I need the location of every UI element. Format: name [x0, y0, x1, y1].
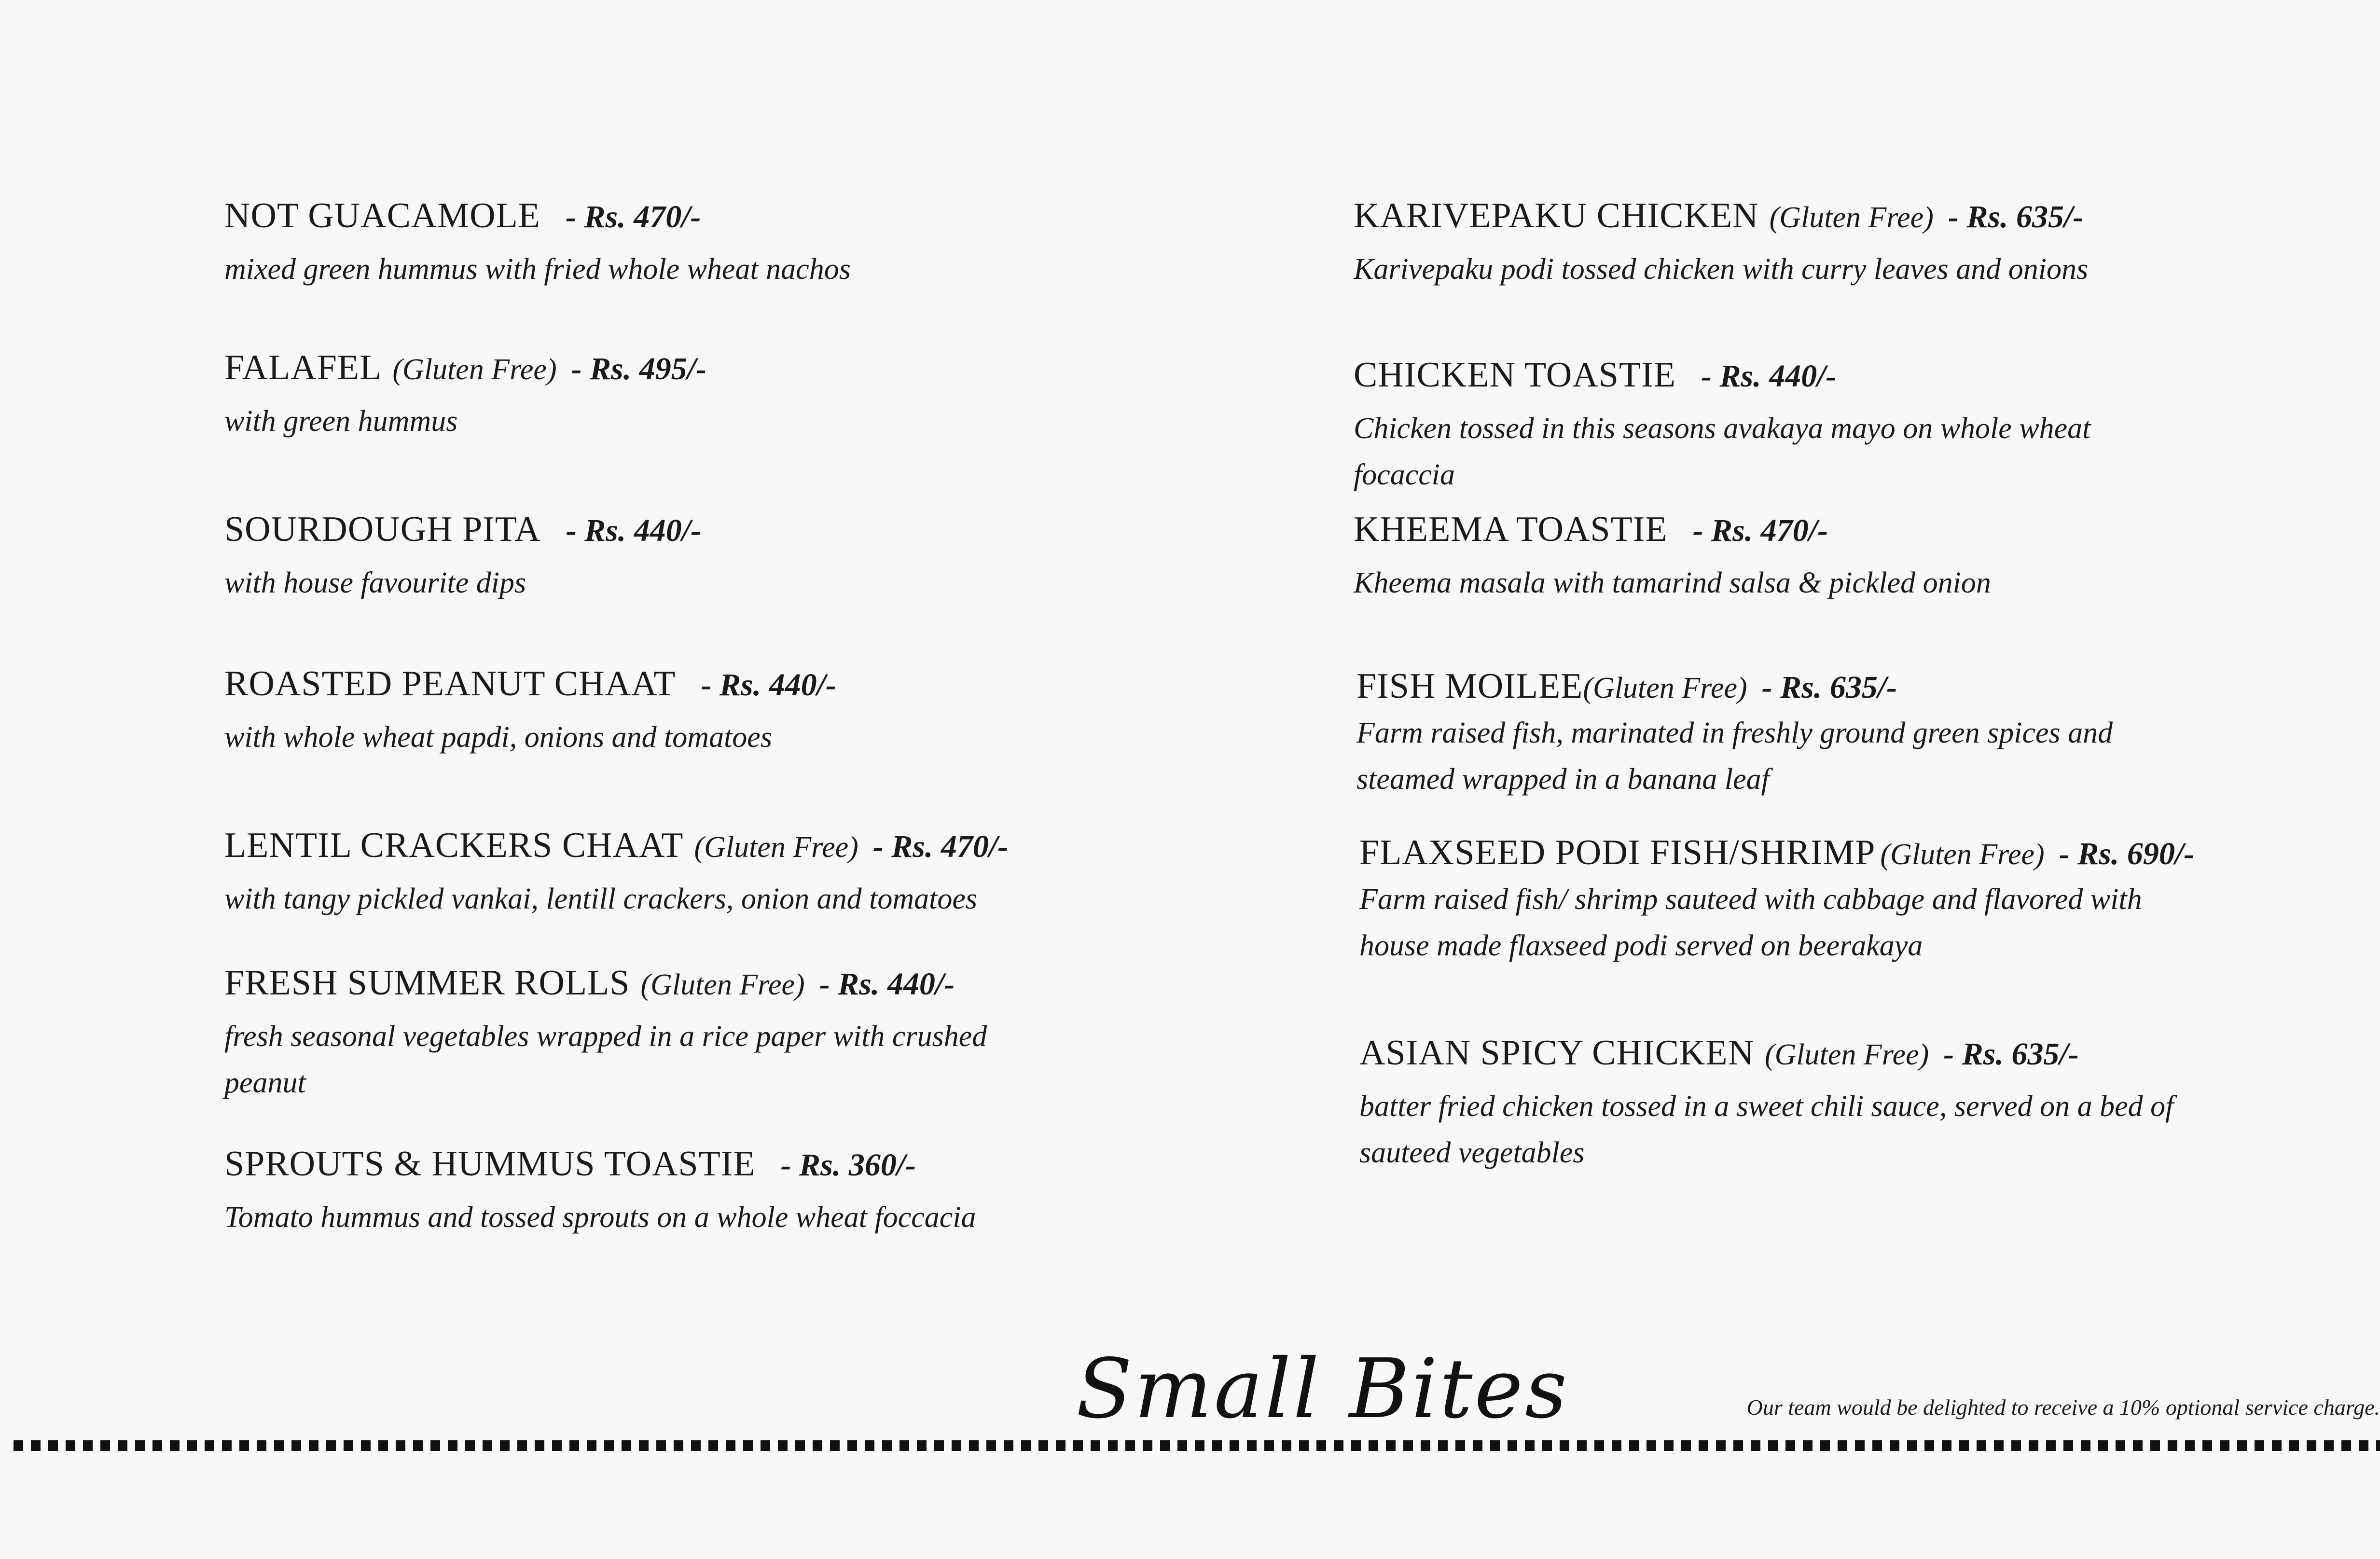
menu-item	[1359, 1035, 2325, 1176]
menu-item	[224, 828, 1286, 922]
menu-item	[1354, 198, 2319, 292]
menu-item-description: Tomato hummus and tossed sprouts on a whole wheat foccacia	[224, 1201, 976, 1234]
menu-item-header	[1354, 511, 2319, 547]
menu-item-header	[224, 666, 1286, 702]
gluten-free-tag: (Gluten Free)	[392, 353, 557, 386]
menu-item-price: - Rs. 635/-	[1948, 199, 2084, 235]
menu-item-header	[1356, 668, 2322, 704]
menu-item-price: - Rs. 440/-	[819, 966, 955, 1002]
menu-item	[224, 511, 1286, 606]
menu-item	[1356, 668, 2322, 802]
menu-item	[224, 350, 1286, 444]
menu-item	[224, 965, 1286, 1106]
menu-item-description: fresh seasonal vegetables wrapped in a rice paper with crushed peanut	[224, 1020, 987, 1099]
menu-item-header	[1354, 198, 2319, 234]
menu-item-price: - Rs. 360/-	[780, 1147, 916, 1183]
menu-item-name: LENTIL CRACKERS CHAAT	[224, 826, 684, 865]
menu-item-description: Chicken tossed in this seasons avakaya mayo on whole wheat focaccia	[1354, 412, 2091, 491]
menu-item	[1354, 357, 2319, 498]
section-title: Small Bites	[1076, 1341, 1569, 1437]
dotted-divider	[14, 1440, 2380, 1451]
menu-item-header	[1354, 357, 2319, 393]
menu-item-description: with green hummus	[224, 405, 458, 438]
menu-item-name: NOT GUACAMOLE	[224, 196, 541, 235]
menu-item-description: mixed green hummus with fried whole wheat nachos	[224, 253, 851, 286]
menu-item	[224, 198, 1286, 292]
menu-item-description: with tangy pickled vankai, lentill crackers, onion and tomatoes	[224, 883, 978, 915]
gluten-free-tag: (Gluten Free)	[1583, 672, 1747, 704]
menu-item-description: batter fried chicken tossed in a sweet chili sauce, served on a bed of sauteed vegetables	[1359, 1090, 2174, 1169]
menu-item-header	[1359, 835, 2325, 870]
menu-item-header	[224, 965, 1286, 1001]
menu-item-header	[1359, 1035, 2325, 1071]
menu-item-header	[224, 1146, 1286, 1182]
menu-item-price: - Rs. 470/-	[1692, 513, 1828, 548]
menu-item	[224, 1146, 1286, 1241]
menu-item	[1354, 511, 2319, 606]
menu-item	[1359, 835, 2325, 969]
gluten-free-tag: (Gluten Free)	[1765, 1038, 1929, 1071]
menu-item-price: - Rs. 495/-	[571, 351, 707, 386]
menu-item-header	[224, 828, 1286, 863]
service-charge-note: Our team would be delighted to receive a 10% optional service charge.	[1746, 1395, 2380, 1420]
menu-item-name: FISH MOILEE	[1356, 666, 1583, 706]
menu-item-price: - Rs. 470/-	[566, 199, 701, 235]
menu-item-description: Farm raised fish, marinated in freshly ground green spices and steamed wrapped in a banana leaf	[1356, 717, 2113, 796]
menu-item-name: ASIAN SPICY CHICKEN	[1359, 1033, 1755, 1073]
menu-item-name: FLAXSEED PODI FISH/SHRIMP	[1359, 833, 1876, 872]
menu-item-header	[224, 350, 1286, 386]
menu-item-price: - Rs. 470/-	[872, 829, 1009, 864]
menu-item-description: Farm raised fish/ shrimp sauteed with cabbage and flavored with house made flaxseed podi served on beerakaya	[1359, 883, 2142, 962]
gluten-free-tag: (Gluten Free)	[1880, 838, 2045, 871]
gluten-free-tag: (Gluten Free)	[694, 831, 858, 864]
menu-item-header	[224, 511, 1286, 547]
menu-item-header	[224, 198, 1286, 234]
menu-item-price: - Rs. 440/-	[1701, 359, 1837, 394]
menu-item-price: - Rs. 440/-	[701, 667, 836, 703]
menu-item-price: - Rs. 690/-	[2059, 836, 2195, 871]
menu-item-description: with whole wheat papdi, onions and tomatoes	[224, 721, 772, 754]
menu-item-name: FALAFEL	[224, 348, 382, 387]
menu-item-name: ROASTED PEANUT CHAAT	[224, 664, 676, 704]
menu-item	[224, 666, 1286, 760]
menu-item-name: KARIVEPAKU CHICKEN	[1354, 196, 1759, 235]
menu-item-name: KHEEMA TOASTIE	[1354, 510, 1668, 549]
menu-item-name: FRESH SUMMER ROLLS	[224, 963, 630, 1003]
menu-item-price: - Rs. 635/-	[1761, 670, 1897, 705]
menu-item-name: SPROUTS & HUMMUS TOASTIE	[224, 1144, 756, 1184]
menu-item-name: SOURDOUGH PITA	[224, 510, 541, 549]
gluten-free-tag: (Gluten Free)	[640, 968, 805, 1001]
gluten-free-tag: (Gluten Free)	[1769, 201, 1934, 234]
menu-item-price: - Rs. 440/-	[566, 513, 702, 548]
menu-item-description: Kheema masala with tamarind salsa & pickled onion	[1354, 566, 1991, 599]
menu-item-description: with house favourite dips	[224, 566, 526, 599]
menu-item-description: Karivepaku podi tossed chicken with curry leaves and onions	[1354, 253, 2089, 286]
menu-item-price: - Rs. 635/-	[1943, 1036, 2079, 1072]
menu-item-name: CHICKEN TOASTIE	[1354, 355, 1676, 395]
